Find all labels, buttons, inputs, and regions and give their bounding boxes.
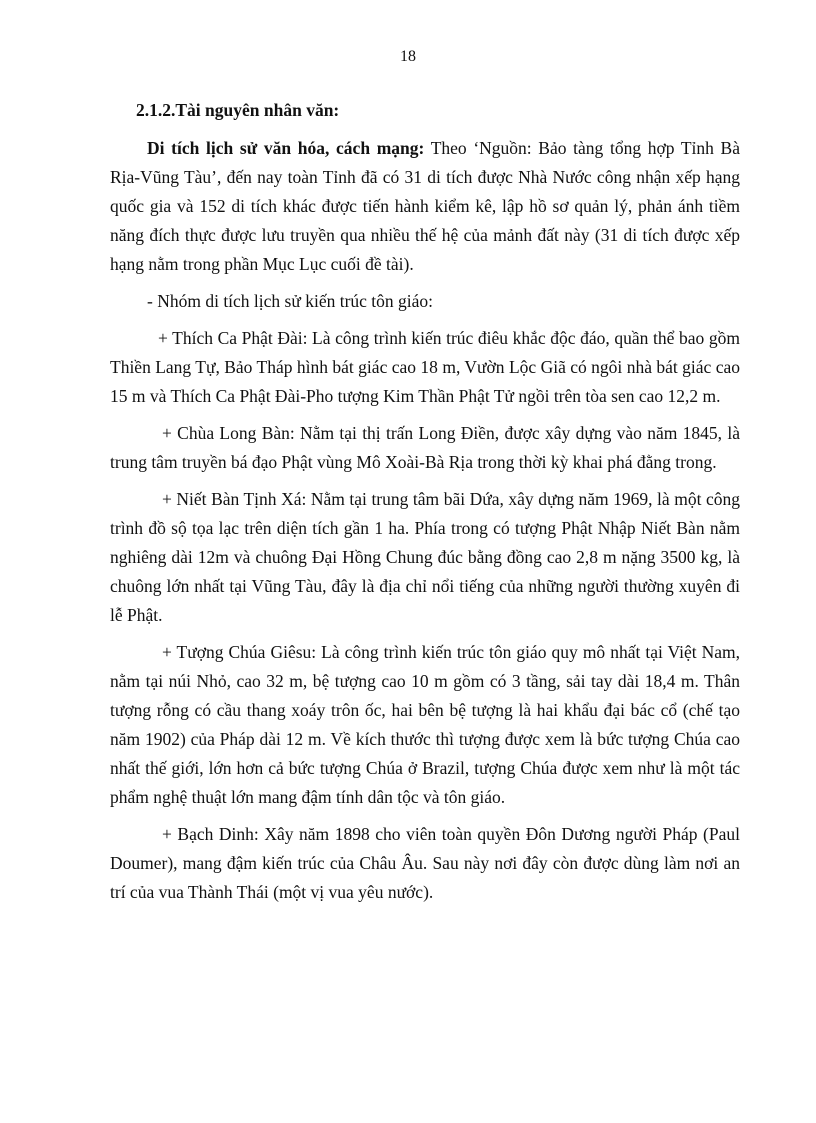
intro-paragraph — [110, 134, 740, 279]
group-title: - Nhóm di tích lịch sử kiến trúc tôn giáo: — [147, 291, 434, 311]
page-number: 18 — [400, 48, 416, 65]
intro-text: Theo ‘Nguồn: Bảo tàng tổng hợp Tỉnh Bà Rịa-Vũng Tàu’, đến nay toàn Tỉnh đã có 31 di tích được Nhà Nước công nhận xếp hạng quốc gia và 152 di tích khác được tiến hành kiểm kê, lập hồ sơ quản lý, phản ánh tiềm năng đích thực được lưu truyền qua nhiều thế hệ của mảnh đất này (31 di tích được xếp hạng nằm trong phần Mục Lục cuối đề tài). — [110, 138, 740, 274]
list-item-chua-long-ban: + Chùa Long Bàn: Nằm tại thị trấn Long Điền, được xây dựng vào năm 1845, là trung tâm truyền bá đạo Phật vùng Mô Xoài-Bà Rịa trong thời kỳ khai phá đằng trong. — [110, 423, 740, 472]
list-item-bach-dinh: + Bạch Dinh: Xây năm 1898 cho viên toàn quyền Đôn Dương người Pháp (Paul Doumer), mang đậm kiến trúc của Châu Âu. Sau này nơi đây còn được dùng làm nơi an trí của vua Thành Thái (một vị vua yêu nước). — [110, 824, 740, 902]
list-item-thich-ca-phat-dai: + Thích Ca Phật Đài: Là công trình kiến trúc điêu khắc độc đáo, quần thể bao gồm Thiền Lang Tự, Bảo Tháp hình bát giác cao 18 m, Vườn Lộc Giã có ngôi nhà bát giác cao 15 m và Thích Ca Phật Đài-Pho tượng Kim Thần Phật Tử ngồi trên tòa sen cao 12,2 m. — [110, 328, 740, 406]
intro-lead: Di tích lịch sử văn hóa, cách mạng: — [147, 138, 425, 158]
list-item-niet-ban-tinh-xa: + Niết Bàn Tịnh Xá: Nằm tại trung tâm bãi Dứa, xây dựng năm 1969, là một công trình đồ sộ tọa lạc trên diện tích gần 1 ha. Phía trong có tượng Phật Nhập Niết Bàn nằm nghiêng dài 12m và chuông Đại Hồng Chung đúc bằng đồng cao 2,8 m nặng 3500 kg, là chuông lớn nhất tại Vũng Tàu, đây là địa chỉ nổi tiếng của những người thường xuyên đi lễ Phật. — [110, 489, 740, 625]
section-heading: 2.1.2.Tài nguyên nhân văn: — [136, 100, 340, 120]
document-body — [110, 96, 740, 915]
list-item-tuong-chua-giesu: + Tượng Chúa Giêsu: Là công trình kiến trúc tôn giáo quy mô nhất tại Việt Nam, nằm tại núi Nhỏ, cao 32 m, bệ tượng cao 10 m gồm có 3 tầng, sải tay dài 18,4 m. Thân tượng rỗng có cầu thang xoáy trôn ốc, hai bên bệ tượng là hai khẩu đại bác cổ (chế tạo năm 1902) của Pháp dài 12 m. Về kích thước thì tượng được xem là bức tượng Chúa cao nhất thế giới, lớn hơn cả bức tượng Chúa ở Brazil, tượng Chúa được xem như là một tác phẩm nghệ thuật lớn mang đậm tính dân tộc và tôn giáo. — [110, 642, 740, 807]
